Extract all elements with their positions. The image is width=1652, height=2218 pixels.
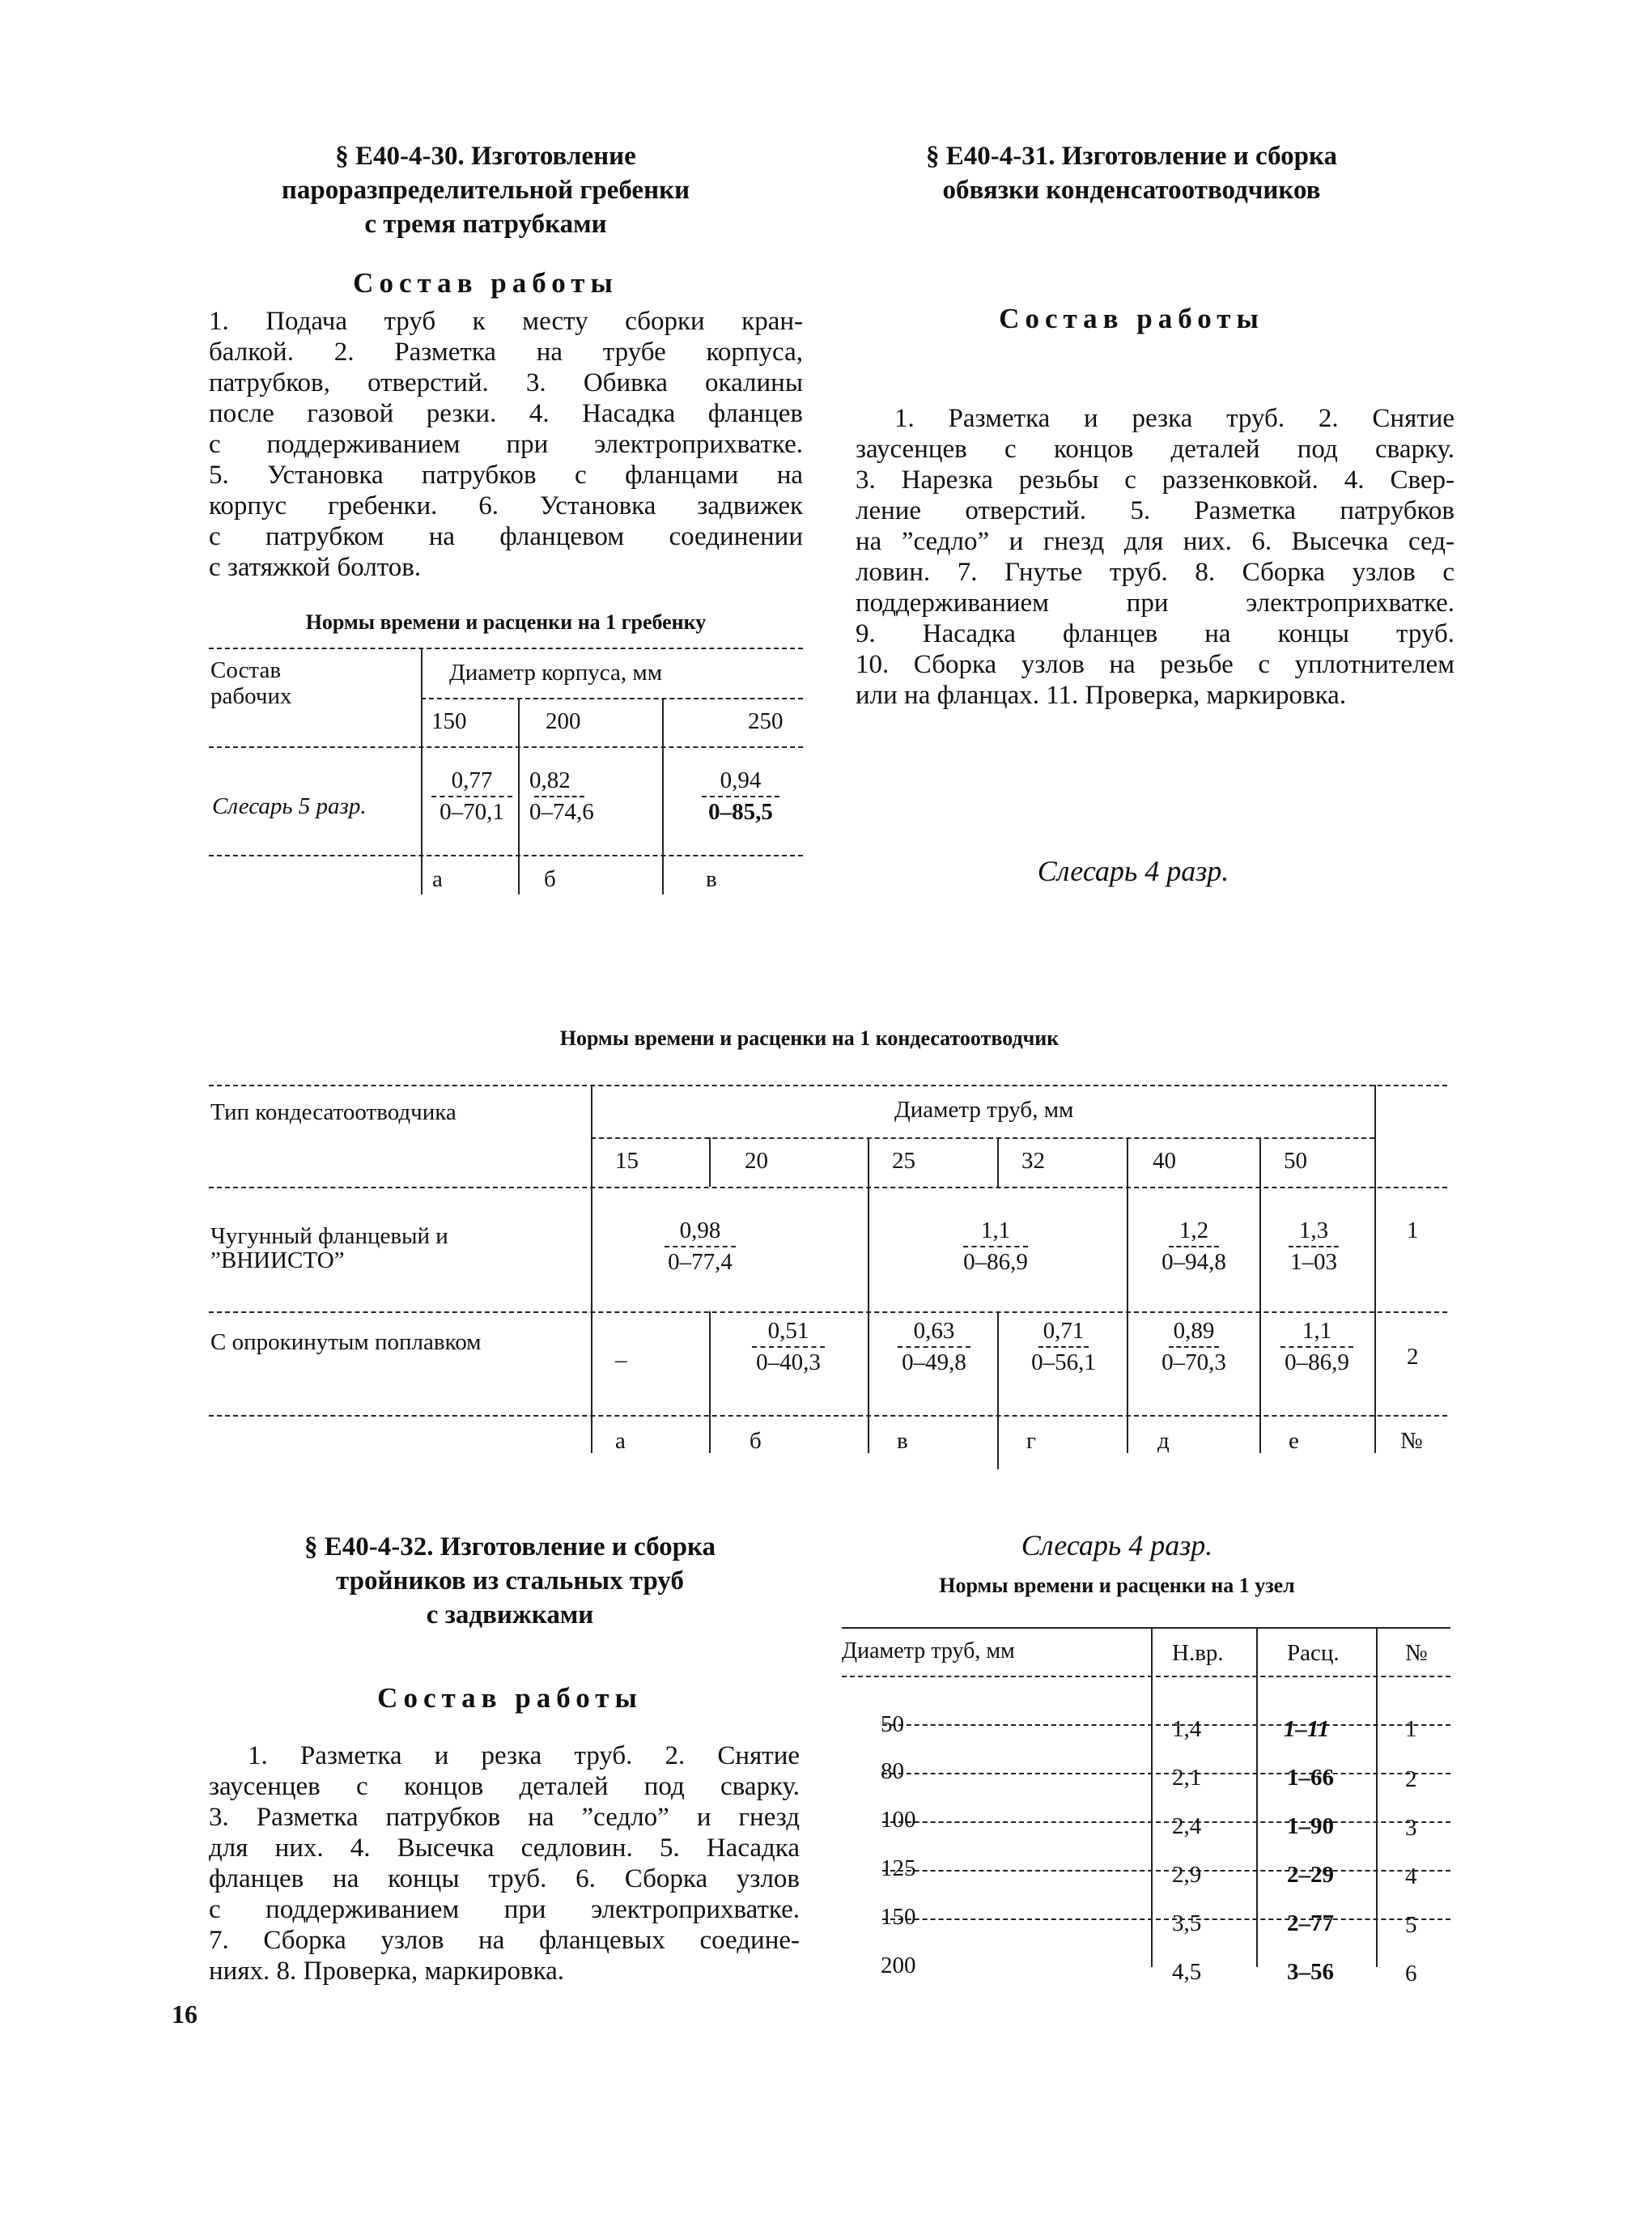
norm-value: 1,1 (1302, 1318, 1332, 1344)
norm-value: 0,71 (1043, 1318, 1085, 1344)
price-cell: 1–66 (1287, 1765, 1334, 1791)
row-number: 4 (1405, 1863, 1417, 1889)
text-line: ление отверстий. 5. Разметка патрубков (856, 496, 1455, 525)
table-rule (209, 1187, 1447, 1188)
text-line: 3. Разметка патрубков на ”седло” и гнезд (209, 1803, 800, 1832)
table-rule (209, 648, 803, 649)
table-column-rule (1259, 1137, 1261, 1453)
table-column-rule (709, 1137, 711, 1187)
fraction-bar (1289, 1246, 1339, 1247)
table-rule (209, 1311, 1447, 1313)
table-rule (882, 1918, 1450, 1920)
section-32-sostav-heading: Состав работы (377, 1682, 643, 1714)
price-cell: 1–90 (1287, 1813, 1334, 1839)
table-column-rule (518, 698, 520, 894)
table-column-rule (1127, 1137, 1128, 1453)
text-line: 1. Подача труб к месту сборки кран- (209, 307, 803, 336)
diameter-cell: 50 (881, 1711, 904, 1737)
table-32-caption: Нормы времени и расценки на 1 узел (939, 1574, 1295, 1597)
table-header-cell: 50 (1284, 1148, 1307, 1174)
text-line: 7. Сборка узлов на фланцевых соедине- (209, 1926, 800, 1955)
table-rule (882, 1821, 1450, 1823)
section-30-text (209, 306, 803, 583)
table-rule (882, 1870, 1450, 1872)
column-letter: г (1026, 1428, 1036, 1454)
norm-price-cell (529, 767, 618, 826)
section-32-title-line: с задвижками (426, 1600, 594, 1630)
norm-price-cell (1269, 1217, 1358, 1276)
norm-price-cell (931, 1217, 1060, 1276)
text-line: поддерживанием при электроприхватке. (856, 588, 1455, 618)
table-column-rule (591, 1085, 592, 1453)
section-30-title-line: с тремя патрубками (364, 210, 607, 239)
table-column-rule (997, 1137, 999, 1187)
table-header-cell: Н.вр. (1172, 1640, 1224, 1666)
text-line: после газовой резки. 4. Насадка фланцев (209, 399, 803, 428)
norm-price-cell (696, 767, 785, 826)
norm-price-cell (717, 1318, 860, 1376)
table-column-rule (1151, 1627, 1153, 1967)
row-number: 5 (1405, 1912, 1417, 1938)
norm-cell: 2,4 (1172, 1813, 1202, 1839)
section-32-title-line: § Е40-4-32. Изготовление и сборка (304, 1532, 716, 1562)
norm-value: 1,1 (980, 1217, 1011, 1243)
price-value: 0–40,3 (756, 1349, 821, 1375)
table-header-cell: № (1405, 1640, 1428, 1666)
text-line: 1. Разметка и резка труб. 2. Снятие (248, 1741, 800, 1770)
empty-dash: – (615, 1347, 627, 1373)
fraction-bar (1169, 1246, 1219, 1247)
section-32-title-line: тройников из стальных труб (336, 1566, 684, 1596)
table-header-cell: 15 (615, 1148, 639, 1174)
table-column-rule (1374, 1085, 1376, 1453)
table-header-cell: 250 (748, 708, 784, 734)
norm-value: 0,51 (767, 1318, 809, 1344)
price-value: 0–85,5 (708, 799, 773, 825)
column-letter: а (432, 866, 443, 892)
table-header-cell: 40 (1153, 1148, 1176, 1174)
section-31-worker: Слесарь 4 разр. (1037, 855, 1229, 887)
table-rule (842, 1676, 1450, 1677)
section-31-title (848, 139, 1415, 207)
table-group-header: Диаметр корпуса, мм (449, 660, 663, 686)
row-number: 1 (1405, 1716, 1417, 1742)
text-line: 9. Насадка фланцев на концы труб. (856, 619, 1455, 648)
text-line: для них. 4. Высечка седловин. 5. Насадка (209, 1833, 800, 1863)
price-value: 0–49,8 (902, 1349, 966, 1375)
section-30-title-line: § Е40-4-30. Изготовление (335, 142, 636, 171)
norm-value: 0,63 (913, 1318, 955, 1344)
text-line: 5. Установка патрубков с фланцами на (209, 461, 803, 490)
section-31-title-line: обвязки конденсатоотводчиков (942, 176, 1321, 205)
price-value: 0–70,3 (1161, 1349, 1226, 1375)
fraction-bar (1169, 1346, 1219, 1348)
norm-price-cell (427, 767, 516, 826)
column-letter: д (1157, 1428, 1170, 1454)
row-label-line: Чугунный фланцевый и (210, 1223, 448, 1249)
row-number: 3 (1405, 1815, 1417, 1841)
table-group-header: Диаметр труб, мм (894, 1097, 1074, 1123)
text-line: патрубков, отверстий. 3. Обивка окалины (209, 368, 803, 397)
fraction-bar (963, 1246, 1028, 1247)
norm-cell: 1,4 (1172, 1716, 1202, 1742)
row-number: 2 (1405, 1766, 1417, 1792)
section-31-sostav-heading: Состав работы (999, 303, 1264, 334)
norm-price-cell (639, 1217, 761, 1276)
row-number: 2 (1407, 1344, 1419, 1370)
column-letter: в (706, 866, 717, 892)
diameter-cell: 80 (881, 1758, 904, 1784)
table-row-label (210, 1224, 448, 1273)
norm-cell: 2,9 (1172, 1862, 1202, 1888)
norm-value: 1,2 (1178, 1217, 1209, 1243)
norm-cell: 4,5 (1172, 1959, 1202, 1985)
table-rule (421, 698, 803, 699)
text-line: с поддерживанием при электроприхватке. (209, 430, 803, 459)
table-header-cell: 150 (431, 708, 467, 734)
norm-price-cell (1264, 1318, 1370, 1376)
price-value: 0–74,6 (529, 799, 594, 825)
norm-price-cell (1133, 1318, 1255, 1376)
section-30-title (243, 139, 728, 241)
price-value: 0–70,1 (440, 799, 504, 825)
header-line: рабочих (210, 683, 292, 709)
table-column-rule (662, 698, 664, 894)
price-value: 0–77,4 (668, 1249, 733, 1275)
fraction-bar (752, 1346, 825, 1348)
fraction-bar (534, 796, 584, 797)
table-31-caption: Нормы времени и расценки на 1 кондесатоотводчик (559, 1026, 1060, 1050)
section-31-text (856, 403, 1455, 711)
fraction-bar (1280, 1346, 1353, 1348)
table-rule (209, 855, 803, 856)
table-row-label (210, 1329, 482, 1356)
table-row-label: Слесарь 5 разр. (212, 793, 367, 819)
section-30-sostav-heading: Состав работы (353, 267, 618, 299)
fraction-bar (898, 1346, 970, 1348)
table-header-cell: Диаметр труб, мм (842, 1638, 1015, 1664)
fraction-bar (665, 1246, 736, 1247)
table-rule (209, 1415, 1447, 1417)
table-column-rule (997, 1311, 999, 1469)
table-rule (882, 1773, 1450, 1774)
text-line: 3. Нарезка резьбы с раззенковкой. 4. Свер- (856, 465, 1455, 495)
row-label-line: ”ВНИИСТО” (210, 1247, 345, 1273)
row-number: 6 (1405, 1961, 1417, 1986)
section-32-text (209, 1740, 800, 1986)
norm-value: 0,77 (451, 767, 493, 793)
table-column-rule (1376, 1627, 1378, 1967)
text-line: заусенцев с концов деталей под сварку. (856, 435, 1455, 464)
diameter-cell: 150 (881, 1904, 916, 1930)
norm-price-cell (1004, 1318, 1123, 1376)
table-column-rule (421, 648, 423, 894)
price-value: 1–03 (1290, 1249, 1337, 1275)
table-header-cell: 25 (892, 1148, 915, 1174)
section-30-title-line: пароразпределительной гребенки (281, 176, 690, 205)
text-line: ниях. 8. Проверка, маркировка. (209, 1957, 565, 1986)
table-column-rule (868, 1137, 869, 1453)
table-rule (882, 1724, 1450, 1726)
table-column-rule (1256, 1627, 1258, 1967)
table-header-cell: Тип кондесатоотводчика (210, 1099, 457, 1125)
column-letter: № (1400, 1428, 1423, 1454)
column-letter: е (1289, 1428, 1299, 1454)
norm-value: 1,3 (1298, 1217, 1329, 1243)
table-rule (842, 1627, 1450, 1629)
text-line: 1. Разметка и резка труб. 2. Снятие (894, 404, 1455, 433)
norm-price-cell (1141, 1217, 1246, 1276)
section-31-title-line: § Е40-4-31. Изготовление и сборка (925, 142, 1338, 171)
norm-value: 0,98 (679, 1217, 721, 1243)
norm-cell: 2,1 (1172, 1765, 1202, 1791)
header-line: Состав (210, 657, 282, 683)
column-letter: б (750, 1428, 762, 1454)
diameter-cell: 125 (881, 1855, 916, 1881)
text-line: с патрубком на фланцевом соединении (209, 522, 803, 551)
text-line: заусенцев с концов деталей под сварку. (209, 1772, 800, 1801)
text-line: на ”седло” и гнезд для них. 6. Высечка сед- (856, 527, 1455, 556)
text-line: корпус гребенки. 6. Установка задвижек (209, 491, 803, 521)
price-value: 0–86,9 (963, 1249, 1028, 1275)
norm-value: 0,94 (720, 767, 762, 793)
column-letter: а (615, 1428, 626, 1454)
price-cell: 2–29 (1287, 1862, 1334, 1888)
norm-value: 0,89 (1173, 1318, 1215, 1344)
fraction-bar (431, 796, 512, 797)
price-value: 0–94,8 (1161, 1249, 1226, 1275)
price-cell: 1–11 (1284, 1716, 1330, 1742)
table-header-cell (210, 657, 291, 709)
table-rule (209, 746, 803, 748)
table-rule (209, 1085, 1447, 1086)
column-letter: б (544, 866, 556, 892)
table-header-cell: 32 (1021, 1148, 1045, 1174)
table-30-caption: Нормы времени и расценки на 1 гребенку (305, 610, 707, 634)
text-line: балкой. 2. Разметка на трубе корпуса, (209, 338, 803, 367)
norm-cell: 3,5 (1172, 1910, 1202, 1936)
text-line: фланцев на концы труб. 6. Сборка узлов (209, 1864, 800, 1893)
table-header-cell: 20 (745, 1148, 768, 1174)
price-value: 0–86,9 (1285, 1349, 1349, 1375)
fraction-bar (702, 796, 779, 797)
text-line: 10. Сборка узлов на резьбе с уплотнителем (856, 650, 1455, 679)
text-line: с затяжкой болтов. (209, 553, 422, 582)
diameter-cell: 200 (881, 1952, 916, 1978)
column-letter: в (897, 1428, 908, 1454)
table-header-cell: Расц. (1287, 1640, 1340, 1666)
section-32-title (227, 1530, 793, 1632)
table-header-cell: 200 (546, 708, 581, 734)
row-label-line: С опрокинутым поплавком (210, 1329, 482, 1355)
price-value: 0–56,1 (1031, 1349, 1096, 1375)
table-column-rule (709, 1311, 711, 1453)
section-32-worker: Слесарь 4 разр. (1021, 1529, 1213, 1562)
norm-value: 0,82 (529, 767, 571, 793)
norm-price-cell (874, 1318, 994, 1376)
text-line: ловин. 7. Гнутье труб. 8. Сборка узлов с (856, 558, 1455, 587)
price-cell: 2–77 (1287, 1910, 1334, 1936)
fraction-bar (1038, 1346, 1089, 1348)
page-number: 16 (172, 1999, 197, 2029)
price-cell: 3–56 (1287, 1959, 1334, 1985)
text-line: или на фланцах. 11. Проверка, маркировка. (856, 681, 1347, 710)
row-number: 1 (1407, 1217, 1419, 1243)
text-line: с поддерживанием при электроприхватке. (209, 1895, 800, 1924)
diameter-cell: 100 (881, 1807, 916, 1833)
